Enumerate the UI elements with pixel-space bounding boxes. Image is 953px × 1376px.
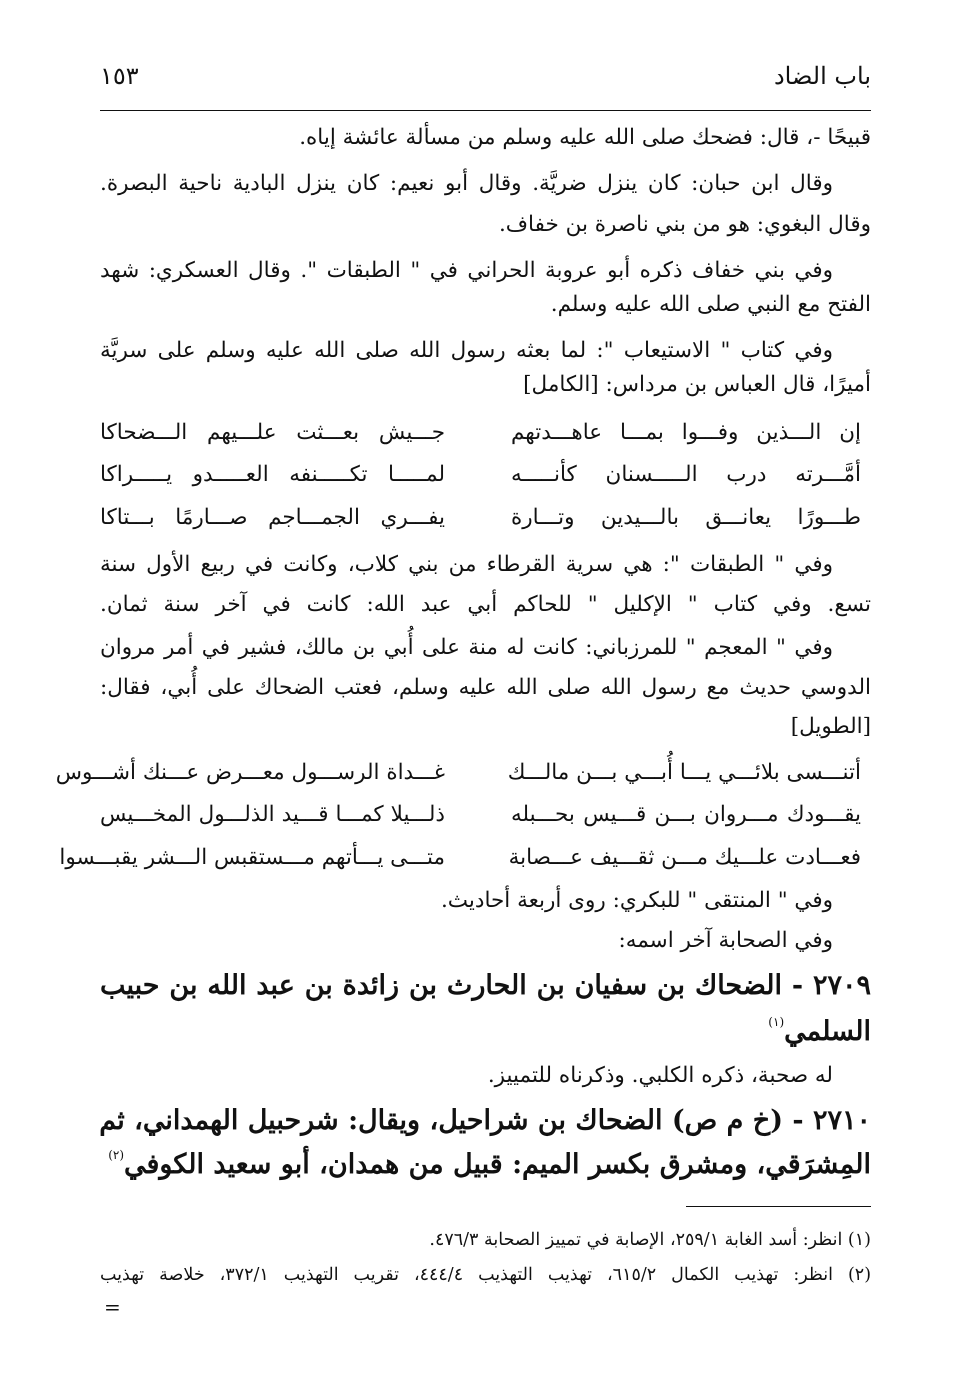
entry-heading: ٢٧١٠ - (خ م ص) الضحاك بن شراحيل، ويقال: شرحبيل الهمداني، ثم <box>99 1105 871 1136</box>
verse-second-hemistich: ذلـــيلا كمـــا قـــيد الذلـــول المخـــيس <box>100 802 445 827</box>
verse-second-hemistich: غـــداة الرســـول معـــرض عـــنك أشـــوس <box>55 760 445 785</box>
paragraph-line: وقال البغوي: هو من بني ناصرة بن خفاف. <box>498 212 871 237</box>
verse-first-hemistich: فعـــادت علـــيك مـــن ثقـــيف عـــصابة <box>508 845 861 870</box>
paragraph-line: وفي بني خفاف ذكره أبو عروبة الحراني في " الطبقات ". وقال العسكري: شهد <box>100 258 833 283</box>
entry-heading: المِشرَقي، ومشرق بكسر الميم: قبيل من همدان، أبو سعيد الكوفي$^{(٢)}$ <box>108 1148 871 1180</box>
verse-first-hemistich: طـــورًا يعانـــق بالـــيدين وتـــارة <box>511 505 861 530</box>
paragraph-line: [الطويل] <box>790 714 871 739</box>
paragraph-line: الدوسي حديث مع رسول الله صلى الله عليه وسلم، فعتب الضحاك على أُبي، فقال: <box>100 675 871 700</box>
verse-first-hemistich: أتنـــسى بلائـــي يـــا أُبـــي بـــن مالـــك <box>507 760 861 785</box>
verse-second-hemistich: يفـــري الجمـــاجم صـــارمًا بـــتاكا <box>100 505 445 530</box>
verse-second-hemistich: متـــى يـــأتهم مـــستقبس الـــشر يقبـــسوا <box>59 845 445 870</box>
verse-first-hemistich: أمَّـــرته درب الـــــسنان كأنـــــه <box>511 462 861 487</box>
footnote: (٢) انظر: تهذيب الكمال ٦١٥/٢، تهذيب التهذيب ٤٤٤/٤، تقريب التهذيب ٣٧٢/١، خلاصة تهذيب <box>100 1265 872 1285</box>
header-rule <box>100 110 871 111</box>
verse-first-hemistich: يقـــودك مـــروان بـــن قـــيس بحـــبله <box>511 802 861 827</box>
paragraph-line: له صحبة، ذكره الكلبي. وذكرناه للتمييز. <box>487 1063 833 1088</box>
entry-heading: ٢٧٠٩ - الضحاك بن سفيان بن الحارث بن زائدة بن عبد الله بن حبيب <box>100 970 871 1001</box>
verse-second-hemistich: لمـــــا تكـــــنفه العـــــدو يـــــراكا <box>100 462 445 487</box>
paragraph-line: الفتح مع النبي صلى الله عليه وسلم. <box>550 292 871 317</box>
page-header <box>100 58 871 98</box>
paragraph-line: تسع. وفي كتاب " الإكليل " للحاكم أبي عبد الله: كانت في آخر سنة ثمان. <box>100 592 871 617</box>
verse-first-hemistich: إن الـــذين وفـــوا بمـــا عاهـــدتهم <box>511 420 861 445</box>
footnote-ref: (١) <box>768 1015 785 1029</box>
footnote: (١) انظر: أسد الغابة ٢٥٩/١، الإصابة في تمييز الصحابة ٤٧٦/٣. <box>429 1230 871 1250</box>
paragraph-line: وفي " الطبقات ": هي سرية القرطاء من بني كلاب، وكانت في ربيع الأول سنة <box>100 552 833 577</box>
paragraph-line: وفي " المنتقى " للبكري: روى أربعة أحاديث. <box>440 888 833 913</box>
paragraph-line: وفي الصحابة آخر اسمه: <box>618 928 833 953</box>
paragraph-line: وفي " المعجم " للمرزباني: كانت له منة على أُبي بن مالك، فشير في أمر مروان <box>100 635 833 660</box>
verse-second-hemistich: جـــيش بعـــثت علـــيهم الـــضحاكا <box>100 420 445 445</box>
footnote-rule <box>686 1206 871 1207</box>
paragraph-line: أميرًا، قال العباس بن مرداس: [الكامل] <box>523 372 871 397</box>
continuation-mark: = <box>104 1295 121 1319</box>
running-title: باب الضاد <box>773 62 871 90</box>
paragraph-line: وفي كتاب " الاستيعاب ": لما بعثه رسول الله صلى الله عليه وسلم على سريَّة <box>100 338 833 363</box>
entry-heading: السلمي$^{(١)}$ <box>768 1015 871 1047</box>
page-number: ١٥٣ <box>100 62 139 90</box>
paragraph-line: وقال ابن حبان: كان ينزل ضريَّة. وقال أبو نعيم: كان ينزل البادية ناحية البصرة. <box>100 171 833 196</box>
footnote-ref: (٢) <box>108 1148 125 1162</box>
paragraph-line: قبيحًا -، قال: فضحك صلى الله عليه وسلم من مسألة عائشة إياه. <box>299 125 871 150</box>
